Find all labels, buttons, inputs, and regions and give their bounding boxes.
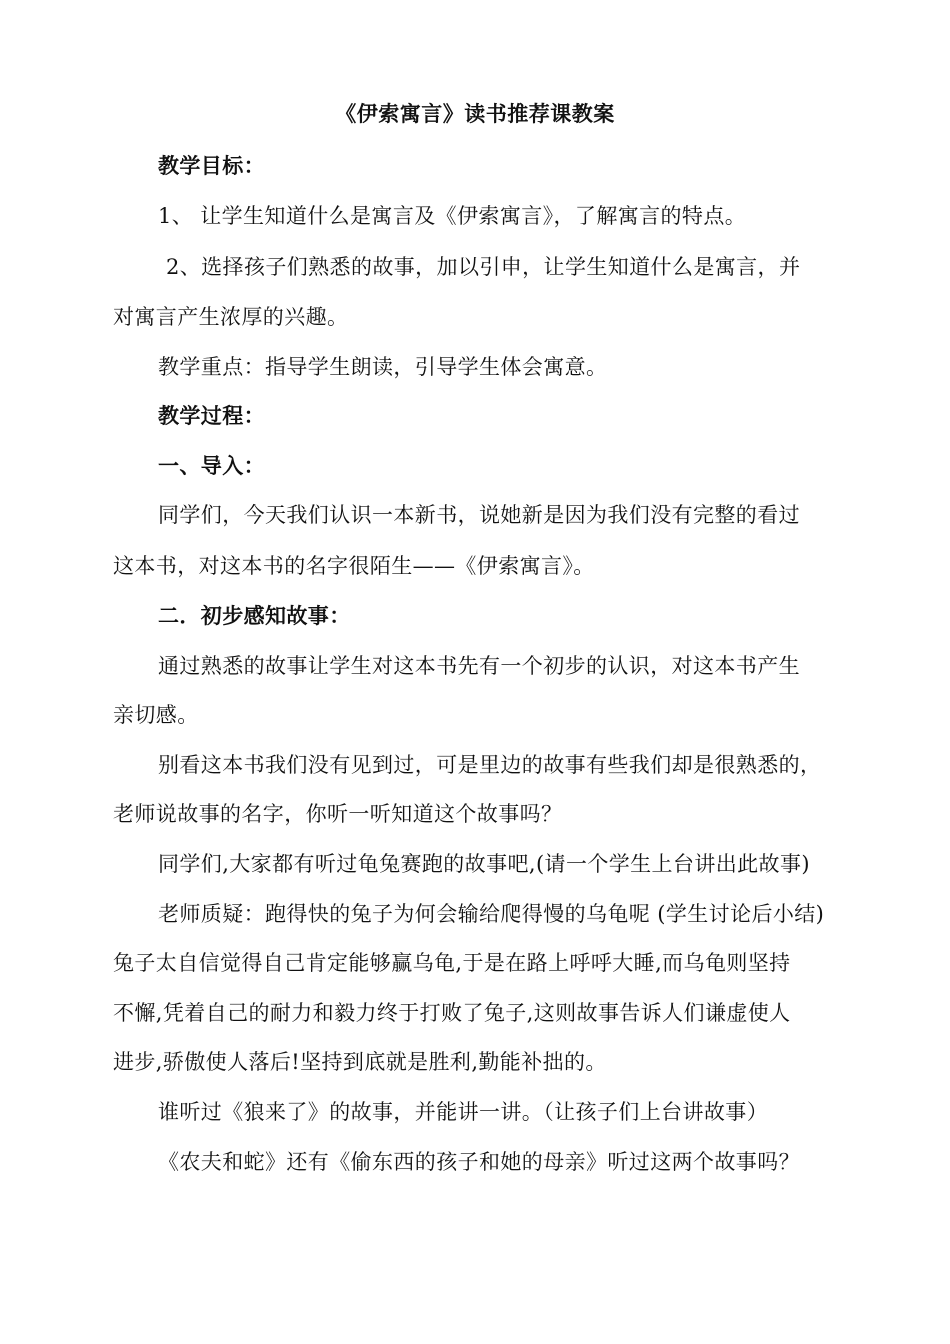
paragraph-line: 对寓言产生浓厚的兴趣。: [113, 305, 349, 329]
heading-teaching-goals: 教学目标：: [158, 153, 265, 178]
paragraph-line: 兔子太自信觉得自己肯定能够赢乌龟,于是在路上呼呼大睡,而乌龟则坚持: [113, 951, 791, 975]
paragraph-line: 不懈,凭着自己的耐力和毅力终于打败了兔子,这则故事告诉人们谦虚使人: [113, 1001, 791, 1025]
paragraph-line: 谁听过《狼来了》的故事，并能讲一讲。（让孩子们上台讲故事）: [158, 1100, 769, 1124]
paragraph-line: 这本书，对这本书的名字很陌生——《伊索寓言》。: [113, 554, 595, 578]
paragraph-line: 别看这本书我们没有见到过，可是里边的故事有些我们却是很熟悉的，: [158, 753, 822, 777]
paragraph-line: 1、 让学生知道什么是寓言及《伊索寓言》，了解寓言的特点。: [158, 204, 747, 228]
paragraph-line: 老师质疑：跑得快的兔子为何会输给爬得慢的乌龟呢 (学生讨论后小结): [158, 902, 825, 926]
document-title: 《伊索寓言》读书推荐课教案: [335, 101, 615, 126]
paragraph-line: 进步,骄傲使人落后!坚持到底就是胜利,勤能补拙的。: [113, 1050, 607, 1074]
paragraph-line: 亲切感。: [113, 703, 199, 727]
heading-introduction: 一、导入：: [158, 453, 265, 478]
paragraph-line: 同学们,大家都有听过龟兔赛跑的故事吧,(请一个学生上台讲出此故事): [158, 852, 810, 876]
heading-teaching-process: 教学过程：: [158, 403, 265, 428]
heading-initial-perception: 二．初步感知故事：: [158, 603, 351, 628]
paragraph-line: 老师说故事的名字，你听一听知道这个故事吗？: [113, 802, 563, 826]
paragraph-line: 《农夫和蛇》还有《偷东西的孩子和她的母亲》听过这两个故事吗？: [158, 1150, 800, 1174]
paragraph-line: 2、选择孩子们熟悉的故事，加以引申，让学生知道什么是寓言，并: [166, 255, 801, 279]
paragraph-line: 教学重点：指导学生朗读，引导学生体会寓意。: [158, 355, 608, 379]
paragraph-line: 同学们，今天我们认识一本新书，说她新是因为我们没有完整的看过: [158, 503, 800, 527]
paragraph-line: 通过熟悉的故事让学生对这本书先有一个初步的认识，对这本书产生: [158, 654, 800, 678]
